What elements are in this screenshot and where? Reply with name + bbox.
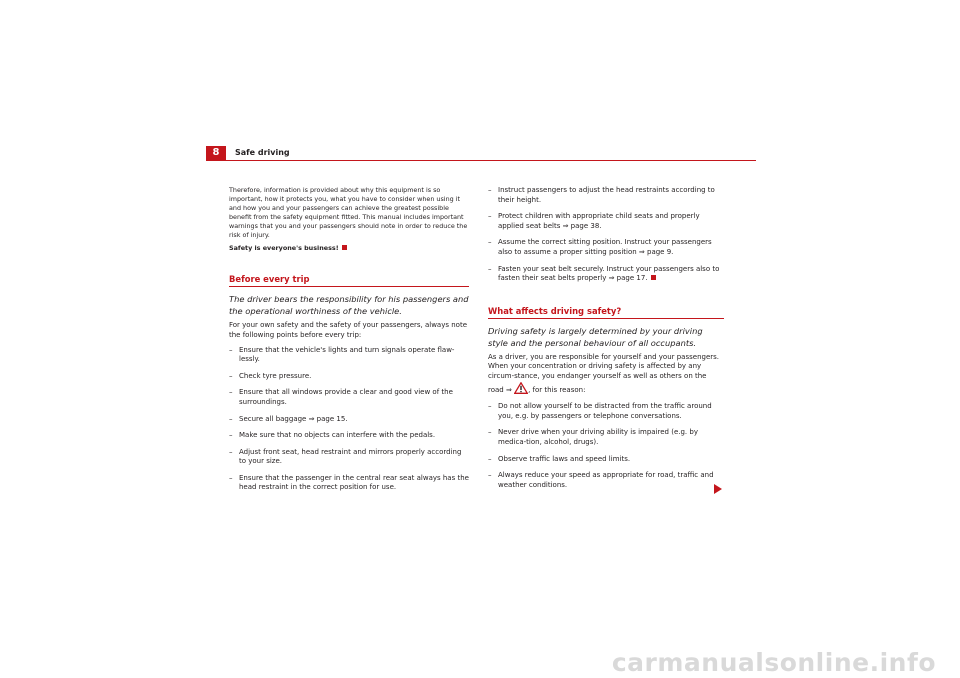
footer	[0, 646, 960, 678]
dash: –	[488, 264, 492, 273]
dash: –	[229, 414, 233, 423]
dash: –	[488, 428, 492, 437]
list-item-text: Check tyre pressure.	[239, 371, 312, 380]
dash: –	[488, 212, 492, 221]
list-item	[229, 346, 469, 365]
list-item-text: Make sure that no objects can interfere with the pedals.	[239, 431, 436, 440]
section-body-text-end: , for this reason:	[528, 385, 586, 394]
intro-paragraph: Therefore, information is provided about why this equipment is so important, how it protects you, what you have to consider when using it and how you and your passengers can achieve the greatest possible benefit from the safety equipment fitted. This manual includes important warnings that you and your passengers should note in order to reduce the risk of injury.	[229, 186, 468, 239]
list-item	[488, 186, 724, 205]
list-item	[488, 455, 724, 465]
section-title-driving-safety: What affects driving safety?	[488, 305, 724, 319]
list-item-text: Ensure that the vehicle's lights and turn signals operate flaw-lessly.	[239, 345, 455, 364]
list-item-text: Ensure that the passenger in the central rear seat always has the head restraint in the correct position for use.	[239, 473, 469, 492]
dash: –	[229, 473, 233, 482]
tagline-text: Safety is everyone's business!	[229, 244, 339, 253]
list-item	[488, 238, 724, 257]
list-item	[229, 388, 469, 407]
list-item-text: Adjust front seat, head restraint and mirrors properly according to your size.	[239, 447, 462, 466]
right-column	[488, 186, 724, 497]
list-item-text: Observe traffic laws and speed limits.	[498, 454, 631, 463]
list-item-text: Instruct passengers to adjust the head restraints according to their height.	[498, 186, 715, 204]
continue-arrow-icon	[713, 479, 723, 489]
list-item	[488, 402, 724, 421]
dash: –	[488, 454, 492, 463]
dash: –	[229, 447, 233, 456]
section-lead: Driving safety is largely determined by your driving style and the personal behaviour of all occupants.	[488, 325, 703, 348]
list-item	[488, 265, 724, 284]
list-item	[229, 372, 469, 382]
list-item-text: Protect children with appropriate child seats and properly applied seat belts ⇒ page 38.	[498, 212, 700, 230]
section-title-before-every-trip: Before every trip	[229, 273, 469, 287]
dash: –	[229, 371, 233, 380]
list-item	[488, 471, 724, 490]
list-item-text: Fasten your seat belt securely. Instruct your passengers also to fasten their seat belts properly ⇒ page 17.	[498, 264, 720, 283]
dash: –	[488, 402, 492, 411]
list-item	[488, 428, 724, 447]
page-number: 8	[206, 146, 226, 160]
list-item-text: Ensure that all windows provide a clear and good view of the surroundings.	[239, 388, 453, 406]
chapter-title: Safe driving	[235, 148, 290, 157]
list-item	[488, 212, 724, 231]
list-item-text: Do not allow yourself to be distracted from the traffic around you, e.g. by passengers or telephone conversations.	[498, 402, 712, 420]
dash: –	[488, 238, 492, 247]
list-item	[229, 431, 469, 441]
dash: –	[229, 345, 233, 354]
header-rule	[206, 160, 756, 161]
list-item	[229, 448, 469, 467]
tagline	[229, 244, 469, 253]
list-item-text: Assume the correct sitting position. Instruct your passengers also to assume a proper sitting position ⇒ page 9.	[498, 238, 712, 256]
section-body: For your own safety and the safety of your passengers, always note the following points before every trip:	[229, 321, 468, 339]
dash: –	[229, 431, 233, 440]
list-item	[229, 474, 469, 493]
section-body-text: As a driver, you are responsible for yourself and your passengers. When your concentration or driving safety is affected by any circum-stance, you endanger yourself as well as others on the road ⇒	[488, 352, 720, 394]
end-of-section-square-icon	[651, 275, 656, 280]
dash: –	[488, 186, 492, 194]
watermark: carmanualsonline.info	[611, 648, 936, 677]
section-body	[488, 353, 724, 397]
list-item-text: Always reduce your speed as appropriate for road, traffic and weather conditions.	[498, 471, 714, 489]
warning-triangle-icon	[514, 382, 528, 398]
dash: –	[488, 471, 492, 480]
list-item-text: Secure all baggage ⇒ page 15.	[239, 414, 348, 423]
end-of-section-square-icon	[342, 245, 347, 250]
dash: –	[229, 388, 233, 397]
list-item	[229, 415, 469, 425]
left-column	[229, 186, 469, 500]
section-lead: The driver bears the responsibility for his passengers and the operational worthiness of the vehicle.	[229, 294, 469, 317]
list-item-text: Never drive when your driving ability is impaired (e.g. by medica-tion, alcohol, drugs).	[498, 428, 698, 446]
page-header	[206, 146, 756, 160]
